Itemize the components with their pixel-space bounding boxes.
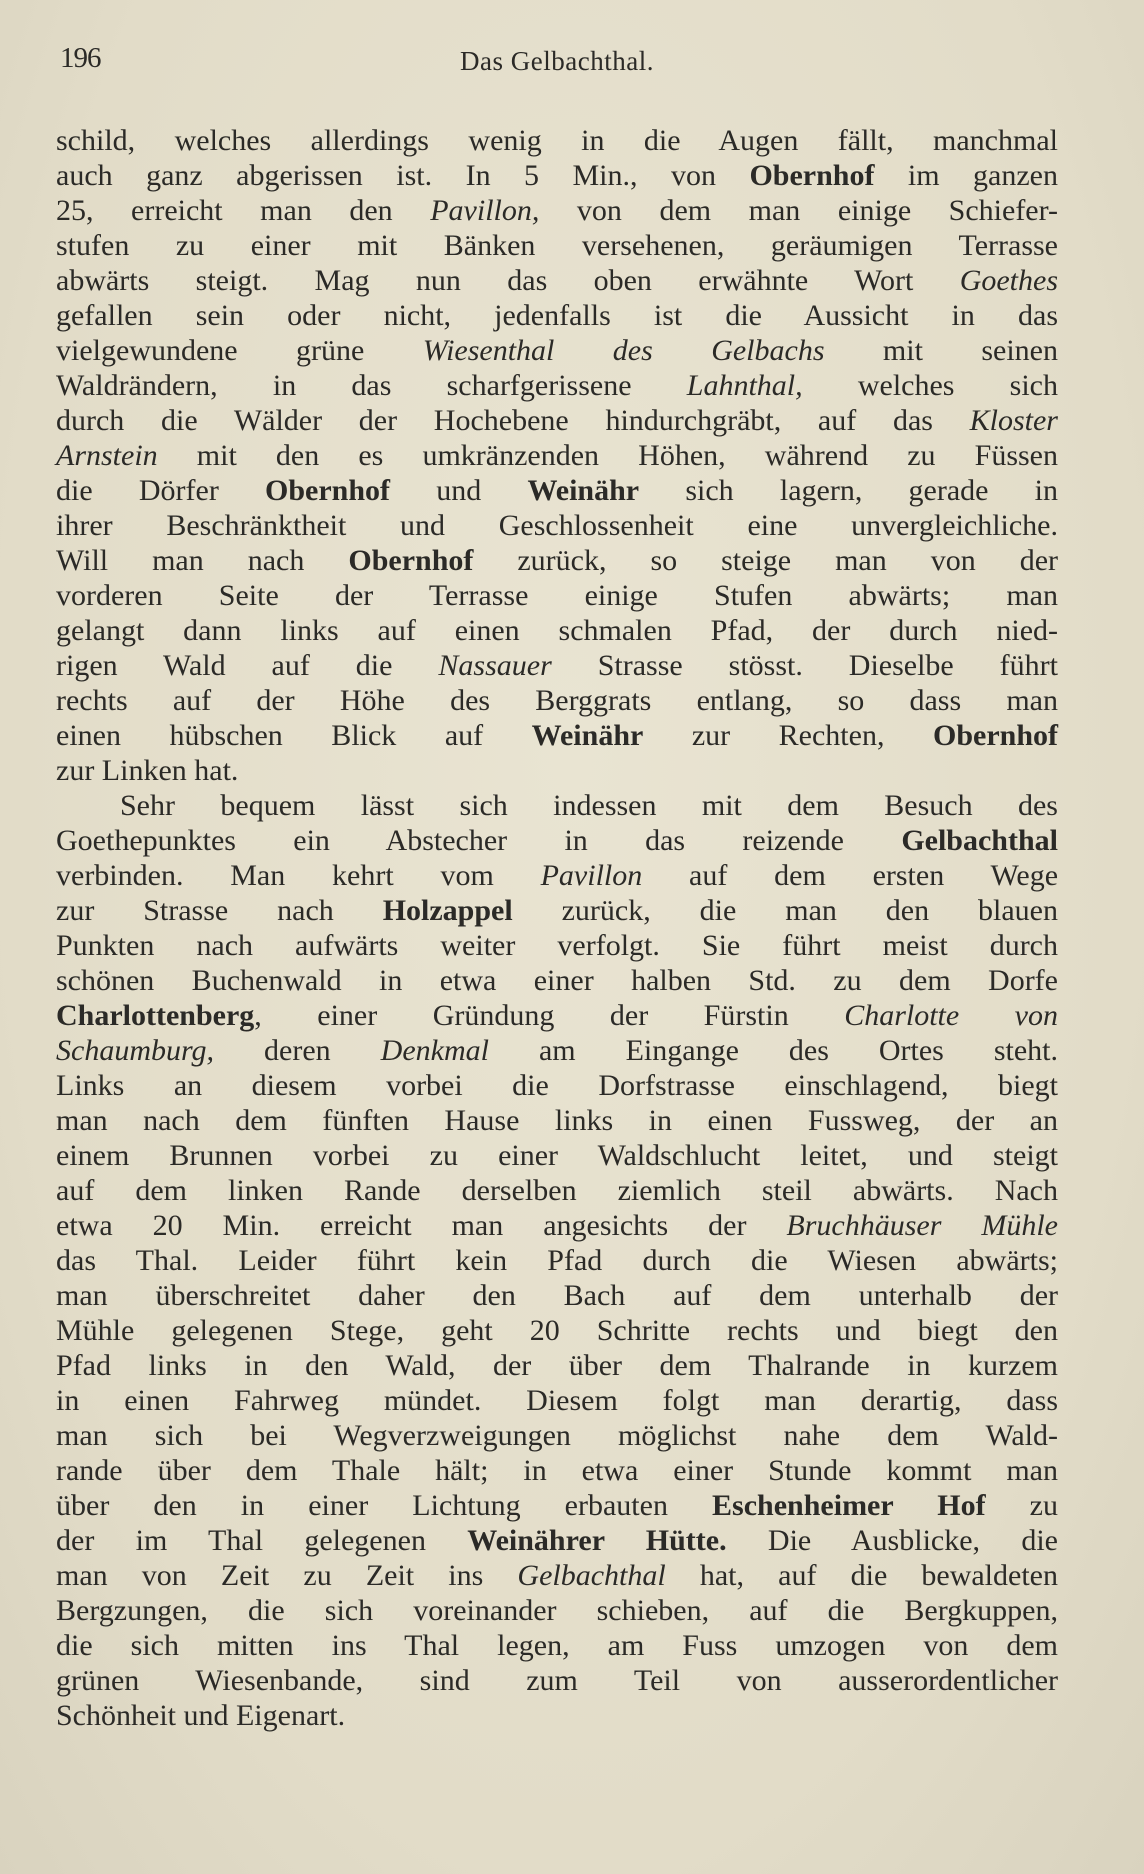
place-name-bold: Weinähr [531, 719, 644, 752]
text-line [56, 928, 1058, 963]
text-run: Mühle gelegenen Stege, geht 20 Schritte rechts und biegt den [56, 1314, 1058, 1347]
text-run: am Eingange des Ortes steht. [488, 1034, 1058, 1067]
text-line [56, 438, 1058, 473]
text-line [56, 1033, 1058, 1068]
text-run: deren [214, 1034, 381, 1067]
text-run: auf dem linken Rande derselben ziemlich steil abwärts. Nach [56, 1174, 1058, 1207]
text-line [56, 823, 1058, 858]
text-run: der im Thal gelegenen [56, 1524, 468, 1557]
place-name-bold: Weinähr [527, 474, 640, 507]
text-run: Sehr bequem lässt sich indessen mit dem Besuch des [120, 789, 1058, 822]
text-line [56, 228, 1058, 263]
text-line [56, 683, 1058, 718]
emphasis-italic: Denkmal [380, 1034, 489, 1067]
text-line [56, 1208, 1058, 1243]
text-run: 25, erreicht man den [56, 194, 431, 227]
text-run: einem Brunnen vorbei zu einer Waldschlucht leitet, und steigt [56, 1139, 1058, 1172]
text-run: Pfad links in den Wald, der über dem Thalrande in kurzem [56, 1349, 1058, 1382]
emphasis-italic: Charlotte von [844, 999, 1058, 1032]
emphasis-italic: Lahnthal, [686, 369, 803, 402]
emphasis-italic: Wiesenthal des Gelbachs [422, 334, 825, 367]
emphasis-italic: Kloster [969, 404, 1058, 437]
text-run: rigen Wald auf die [56, 649, 439, 682]
text-run: mit den es umkränzenden Höhen, während zu Füssen [157, 439, 1058, 472]
text-line [56, 753, 1058, 788]
text-run: zur Rechten, [643, 719, 933, 752]
emphasis-italic: Pavillon [540, 859, 643, 892]
text-run: man von Zeit zu Zeit ins [56, 1559, 518, 1592]
text-run: einen hübschen Blick auf [56, 719, 532, 752]
text-run: Links an diesem vorbei die Dorfstrasse einschlagend, biegt [56, 1069, 1058, 1102]
text-run: zurück, so steige man von der [473, 544, 1058, 577]
text-line [56, 963, 1058, 998]
text-line [56, 298, 1058, 333]
paragraph [56, 123, 1058, 788]
text-run: Will man nach [56, 544, 349, 577]
paragraph [56, 788, 1058, 1733]
text-run: zu [985, 1489, 1058, 1522]
place-name-bold: Obernhof [749, 159, 875, 192]
text-run: sich lagern, gerade in [639, 474, 1058, 507]
text-run: etwa 20 Min. erreicht man angesichts der [56, 1209, 787, 1242]
text-line [56, 473, 1058, 508]
text-line [56, 1313, 1058, 1348]
text-line [56, 1068, 1058, 1103]
place-name-bold: Holzappel [382, 894, 513, 927]
text-run: Waldrändern, in das scharfgerissene [56, 369, 687, 402]
text-run: Die Ausblicke, die [726, 1524, 1058, 1557]
text-line [56, 893, 1058, 928]
text-run: vielgewundene grüne [56, 334, 423, 367]
text-line [56, 1243, 1058, 1278]
text-line [56, 543, 1058, 578]
text-run: von dem man einige Schiefer- [539, 194, 1059, 227]
place-name-bold: Obernhof [348, 544, 474, 577]
text-line [56, 193, 1058, 228]
text-line [56, 1418, 1058, 1453]
emphasis-italic: Pavillon, [430, 194, 540, 227]
text-line [56, 1698, 1058, 1733]
text-line [56, 333, 1058, 368]
text-run: die sich mitten ins Thal legen, am Fuss umzogen von dem [56, 1629, 1058, 1662]
text-line [56, 1628, 1058, 1663]
text-run: im ganzen [874, 159, 1058, 192]
text-run: schild, welches allerdings wenig in die Augen fällt, manchmal [56, 124, 1058, 157]
text-line [56, 508, 1058, 543]
text-line [56, 998, 1058, 1033]
text-run: man überschreitet daher den Bach auf dem unterhalb der [56, 1279, 1058, 1312]
text-run: verbinden. Man kehrt vom [56, 859, 541, 892]
emphasis-italic: Gelbachthal [517, 1559, 666, 1592]
text-run: Punkten nach aufwärts weiter verfolgt. Sie führt meist durch [56, 929, 1058, 962]
place-name-bold: Obernhof [265, 474, 391, 507]
place-name-bold: Gelbachthal [901, 824, 1058, 857]
text-line [56, 263, 1058, 298]
text-line [56, 158, 1058, 193]
text-line [56, 788, 1058, 823]
text-run: in einen Fahrweg mündet. Diesem folgt man derartig, dass [56, 1384, 1058, 1417]
text-run: mit seinen [824, 334, 1058, 367]
text-run: abwärts steigt. Mag nun das oben erwähnte Wort [56, 264, 960, 297]
text-run: über den in einer Lichtung erbauten [56, 1489, 713, 1522]
text-line [56, 403, 1058, 438]
text-line [56, 858, 1058, 893]
text-line [56, 1348, 1058, 1383]
text-run: gelangt dann links auf einen schmalen Pfad, der durch nied- [56, 614, 1058, 647]
text-line [56, 1523, 1058, 1558]
text-line [56, 613, 1058, 648]
text-run: durch die Wälder der Hochebene hindurchgräbt, auf das [56, 404, 970, 437]
text-line [56, 1278, 1058, 1313]
text-line [56, 1383, 1058, 1418]
text-run: Bergzungen, die sich voreinander schieben, auf die Bergkuppen, [56, 1594, 1058, 1627]
place-name-bold: Obernhof [932, 719, 1058, 752]
text-run: zur Linken hat. [56, 754, 239, 787]
text-run: , einer Gründung der Fürstin [254, 999, 845, 1032]
text-line [56, 1593, 1058, 1628]
text-run: stufen zu einer mit Bänken versehenen, geräumigen Terrasse [56, 229, 1058, 262]
running-head: Das Gelbachthal. [460, 46, 654, 76]
text-run: schönen Buchenwald in etwa einer halben Std. zu dem Dorfe [56, 964, 1058, 997]
place-name-bold: Charlottenberg [56, 999, 255, 1032]
text-run: gefallen sein oder nicht, jedenfalls ist die Aussicht in das [56, 299, 1058, 332]
text-run: man nach dem fünften Hause links in einen Fussweg, der an [56, 1104, 1058, 1137]
text-line [56, 1558, 1058, 1593]
text-line [56, 1173, 1058, 1208]
text-line [56, 123, 1058, 158]
text-run: zurück, die man den blauen [512, 894, 1058, 927]
text-line [56, 648, 1058, 683]
text-run: rechts auf der Höhe des Berggrats entlang, so dass man [56, 684, 1058, 717]
emphasis-italic: Bruchhäuser Mühle [786, 1209, 1058, 1242]
text-run: man sich bei Wegverzweigungen möglichst nahe dem Wald- [56, 1419, 1058, 1452]
text-run: das Thal. Leider führt kein Pfad durch die Wiesen abwärts; [56, 1244, 1058, 1277]
text-run: rande über dem Thale hält; in etwa einer Stunde kommt man [56, 1454, 1058, 1487]
text-run: und [390, 474, 528, 507]
emphasis-italic: Arnstein [56, 439, 158, 472]
text-line [56, 1488, 1058, 1523]
text-run: hat, auf die bewaldeten [665, 1559, 1058, 1592]
text-line [56, 1453, 1058, 1488]
text-run: auf dem ersten Wege [642, 859, 1059, 892]
text-line [56, 368, 1058, 403]
emphasis-italic: Nassauer [438, 649, 552, 682]
body-text [56, 123, 1058, 1733]
place-name-bold: Weinährer Hütte. [467, 1524, 727, 1557]
text-line [56, 1138, 1058, 1173]
text-run: welches sich [802, 369, 1058, 402]
text-run: vorderen Seite der Terrasse einige Stufen abwärts; man [56, 579, 1058, 612]
text-line [56, 578, 1058, 613]
text-run: grünen Wiesenbande, sind zum Teil von ausserordentlicher [56, 1664, 1058, 1697]
text-run: Schönheit und Eigenart. [56, 1699, 346, 1732]
text-run: auch ganz abgerissen ist. In 5 Min., von [56, 159, 750, 192]
text-line [56, 718, 1058, 753]
emphasis-italic: Schaumburg, [56, 1034, 215, 1067]
text-run: Strasse stösst. Dieselbe führt [551, 649, 1058, 682]
place-name-bold: Eschenheimer Hof [712, 1489, 986, 1522]
emphasis-italic: Goethes [959, 264, 1058, 297]
text-line [56, 1663, 1058, 1698]
page-number: 196 [60, 42, 101, 74]
text-run: ihrer Beschränktheit und Geschlossenheit eine unvergleichliche. [56, 509, 1058, 542]
text-run: zur Strasse nach [56, 894, 383, 927]
text-run: die Dörfer [56, 474, 266, 507]
text-run: Goethepunktes ein Abstecher in das reizende [56, 824, 902, 857]
text-line [56, 1103, 1058, 1138]
